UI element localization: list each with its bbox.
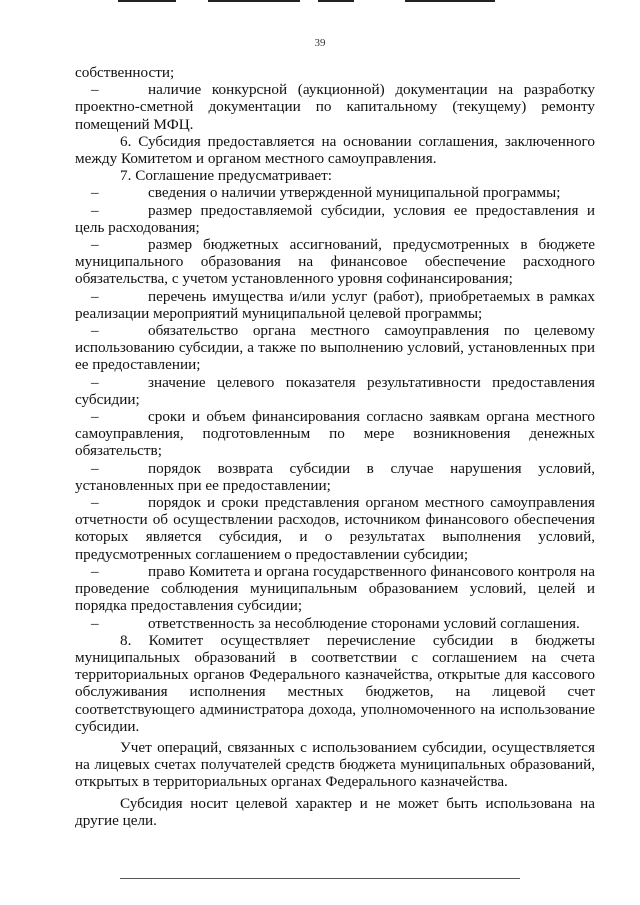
paragraph: 8. Комитет осуществляет перечисление субсидии в бюджеты муниципальных образований в соответствии с соглашением на счета территориальных органов Федерального казначейства, открытые для кассового обслуживания исполнения местных бюджетов, на лицевой счет соответствующего администратора дохода, уполномоченного на использование субсидии. <box>75 631 595 735</box>
list-item <box>75 322 595 374</box>
bottom-edge-rule <box>120 878 520 879</box>
list-item <box>75 494 595 563</box>
paragraph: Учет операций, связанных с использованием субсидии, осуществляется на лицевых счетах получателей средств бюджета муниципальных образований, открытых в территориальных органах Федерального казначейства. <box>75 738 595 791</box>
list-item-text: обязательство органа местного самоуправления по целевому использованию субсидии, а также по выполнению условий, установленных при ее предоставлении; <box>75 322 595 374</box>
top-edge-rule-right <box>318 0 354 2</box>
dash-marker: – <box>91 81 99 99</box>
list-item <box>75 81 595 133</box>
list-item <box>75 202 595 236</box>
paragraph: 7. Соглашение предусматривает: <box>120 167 332 185</box>
dash-marker: – <box>91 614 99 632</box>
paragraph: 6. Субсидия предоставляется на основании соглашения, заключенного между Комитетом и органом местного самоуправления. <box>75 132 595 168</box>
paragraph: Субсидия носит целевой характер и не может быть использована на другие цели. <box>75 794 595 829</box>
dash-marker: – <box>91 373 99 391</box>
list-item-text: наличие конкурсной (аукционной) документации на разработку проектно-сметной документации по капитальному (текущему) ремонту помещений МФЦ. <box>75 81 595 133</box>
dash-marker: – <box>91 408 99 426</box>
list-item-text: сведения о наличии утвержденной муниципальной программы; <box>148 184 561 202</box>
list-item-text: значение целевого показателя результативности предоставления субсидии; <box>75 373 595 408</box>
dash-marker: – <box>91 184 99 202</box>
dash-marker: – <box>91 236 99 254</box>
list-item-text: ответственность за несоблюдение сторонами условий соглашения. <box>148 614 580 632</box>
dash-marker: – <box>91 287 99 305</box>
list-item-text: размер предоставляемой субсидии, условия ее предоставления и цель расходования; <box>75 201 595 236</box>
list-item <box>75 374 595 408</box>
dash-marker: – <box>91 201 99 219</box>
list-item <box>75 563 595 615</box>
list-item <box>75 408 595 460</box>
dash-marker: – <box>91 562 99 580</box>
list-item-text: порядок возврата субсидии в случае нарушения условий, установленных при ее предоставлении; <box>75 459 595 494</box>
document-body <box>75 64 595 829</box>
dash-marker: – <box>91 322 99 340</box>
top-edge-rule-middle <box>208 0 300 2</box>
dash-marker: – <box>91 459 99 477</box>
list-item <box>75 615 595 632</box>
top-edge-rule-far-right <box>405 0 495 2</box>
dash-marker: – <box>91 494 99 512</box>
list-item-text: порядок и сроки представления органом местного самоуправления отчетности об осуществлении расходов, источником финансового обеспечения которых является субсидия, и о результатах выполнения условий, предусмотренных соглашением о предоставлении субсидии; <box>75 494 595 563</box>
list-item-text: перечень имущества и/или услуг (работ), приобретаемых в рамках реализации мероприятий муниципальной целевой программы; <box>75 287 595 322</box>
list-item <box>75 184 595 201</box>
list-item-text: право Комитета и органа государственного финансового контроля на проведение соблюдения муниципальным образованием условий, целей и порядка предоставления субсидии; <box>75 562 595 615</box>
list-item <box>75 236 595 288</box>
list-item <box>75 288 595 322</box>
list-item-text: размер бюджетных ассигнований, предусмотренных в бюджете муниципального образования на финансовое обеспечение расходного обязательства, с учетом установленного уровня софинансирования; <box>75 236 595 288</box>
paragraph: собственности; <box>75 64 175 81</box>
top-edge-rule-left <box>118 0 176 2</box>
list-item-text: сроки и объем финансирования согласно заявкам органа местного самоуправления, подготовленным по мере возникновения денежных обязательств; <box>75 408 595 460</box>
list-item <box>75 460 595 494</box>
page-number: 39 <box>314 37 326 49</box>
